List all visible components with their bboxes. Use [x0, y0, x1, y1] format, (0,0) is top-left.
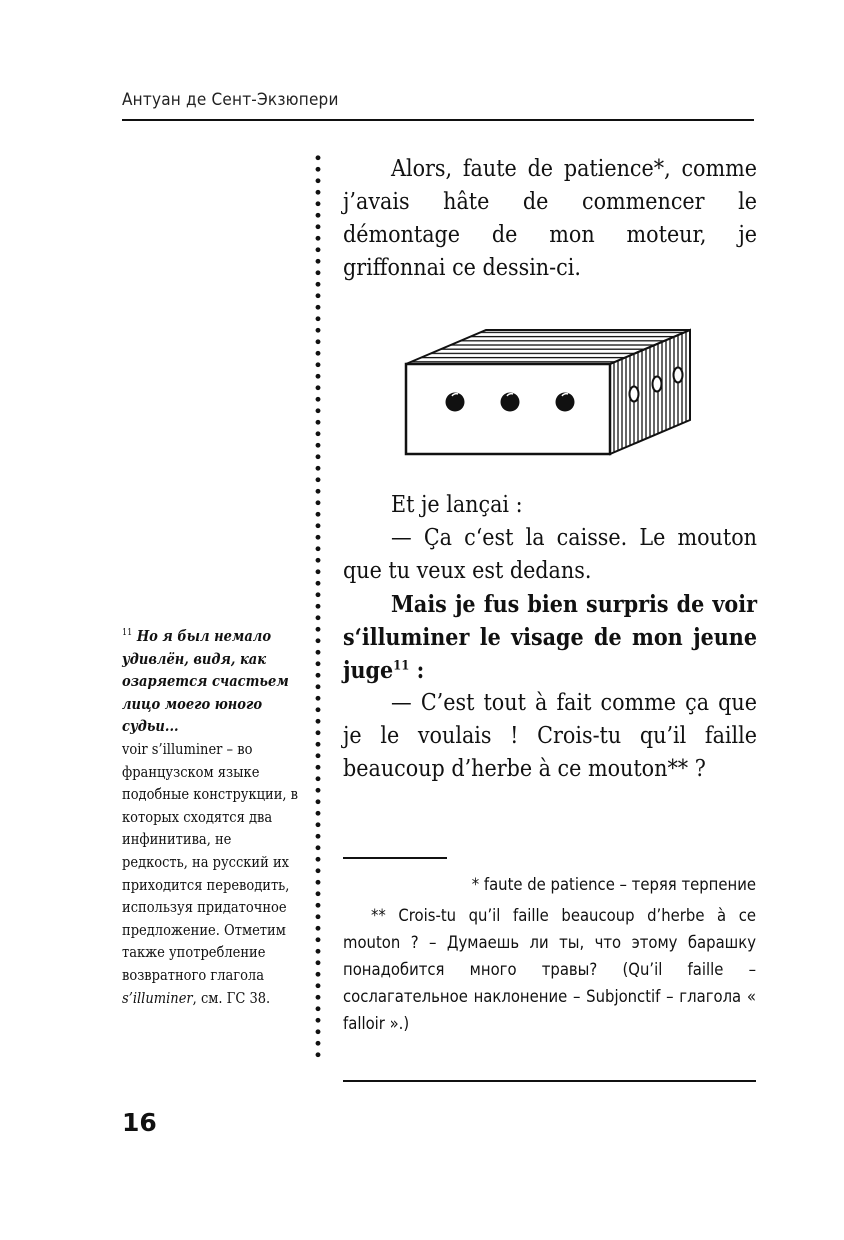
paragraph-2: Et je lançai :	[391, 492, 523, 518]
bottom-rule	[343, 1080, 756, 1082]
dotted-margin-line	[314, 152, 322, 1060]
paragraph-4-tail: :	[409, 657, 425, 684]
paragraph-3: — Ça c‘est la caisse. Le mouton que tu veux est dedans.	[343, 525, 757, 584]
page-number: 16	[122, 1108, 157, 1137]
paragraph-1: Alors, faute de patience*, comme j’avais hâte de commencer le démontage de mon moteur, je griffonnai ce dessin-ci.	[343, 156, 757, 281]
box-drawing	[400, 322, 700, 462]
margin-note-end: , см. ГС 38.	[192, 990, 271, 1007]
margin-note-term: s’illuminer	[122, 990, 193, 1007]
paragraph-5: — C’est tout à fait comme ça que je le voulais ! Crois-tu qu’il faille beaucoup d’herbe à ce mouton** ?	[343, 690, 757, 782]
margin-note-body: voir s’illuminer – во французском языке подобные конструкции, в которых сходятся два инфинитива, не редкость, на русский их приходится переводить, используя придаточное предложение. Отметим также употребление возвратного глагола	[122, 741, 299, 984]
footnote-rule	[343, 857, 447, 859]
sidenote-ref: 11	[393, 658, 410, 674]
footnotes	[343, 871, 756, 1037]
paragraph-4-text: Mais je fus bien surpris de voir s‘illuminer le visage de mon jeune juge	[343, 591, 757, 684]
main-text-top	[343, 153, 757, 285]
footnote-2: ** Crois-tu qu’il faille beaucoup d’herbe à ce mouton ? – Думаешь ли ты, что этому барашку понадобится много травы? (Qu’il faille – сослагательное наклонение – Subjonctif – глагола « falloir ».)	[343, 906, 756, 1033]
main-text-bottom	[343, 489, 757, 786]
paragraph-4	[343, 588, 757, 687]
running-head: Антуан де Сент-Экзюпери	[122, 90, 339, 110]
margin-note-translation: Но я был немало удивлён, видя, как озаряется счастьем лицо моего юного судьи...	[122, 628, 289, 736]
margin-note-number: 11	[122, 628, 133, 639]
footnote-1: * faute de patience – теряя терпение	[471, 875, 756, 894]
header-rule	[122, 119, 754, 121]
margin-note	[122, 626, 300, 1010]
